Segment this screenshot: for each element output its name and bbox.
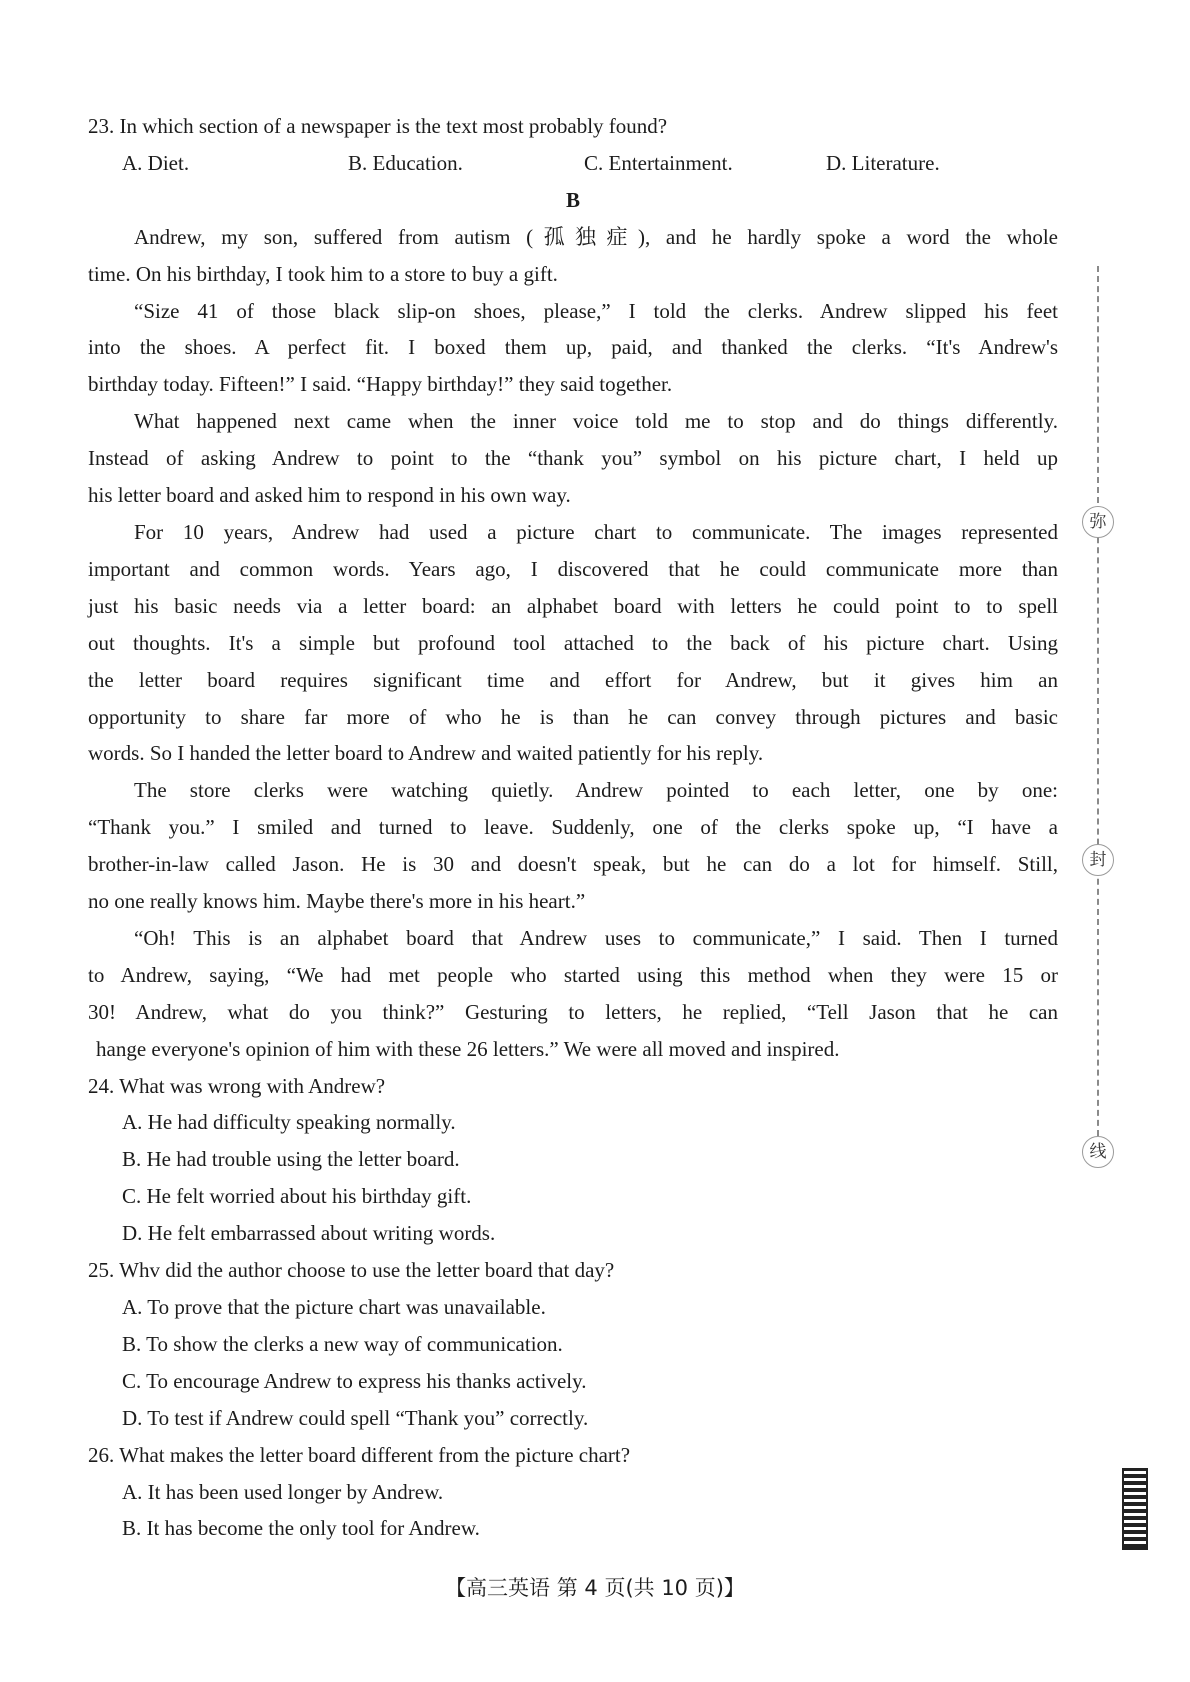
passage-line: opportunity to share far more of who he is than he can convey through pictures and basic [88, 704, 1058, 729]
passage-line: important and common words. Years ago, I discovered that he could communicate more than [88, 556, 1058, 581]
option-b: B. He had trouble using the letter board. [122, 1147, 460, 1172]
passage-line: hange everyone's opinion of him with these 26 letters.” We were all moved and inspired. [96, 1036, 840, 1061]
question-23-options [88, 145, 1058, 182]
passage-line: “Oh! This is an alphabet board that Andrew uses to communicate,” I said. Then I turned [134, 925, 1058, 950]
option-d: D. He felt embarrassed about writing words. [122, 1221, 496, 1246]
page-footer: 【高三英语 第 4 页(共 10 页)】 [445, 1576, 745, 1600]
passage-line: no one really knows him. Maybe there's more in his heart.” [88, 889, 586, 914]
passage-paragraph-3 [88, 403, 1058, 514]
passage-line: the letter board requires significant time and effort for Andrew, but it gives him an [88, 667, 1058, 692]
passage-paragraph-2 [88, 293, 1058, 404]
passage-paragraph-5 [88, 772, 1058, 920]
option-a: A. Diet. [122, 150, 190, 175]
option-a: A. It has been used longer by Andrew. [122, 1479, 444, 1504]
passage-line: into the shoes. A perfect fit. I boxed them up, paid, and thanked the clerks. “It's Andrew's [88, 335, 1058, 360]
option-d: D. Literature. [826, 150, 940, 175]
seal-mark-feng: 封 [1082, 844, 1114, 876]
passage-line: out thoughts. It's a simple but profound tool attached to the back of his picture chart. Using [88, 630, 1058, 655]
option-c: C. To encourage Andrew to express his thanks actively. [122, 1368, 587, 1393]
passage-line: his letter board and asked him to respond in his own way. [88, 483, 571, 508]
question-23-stem: 23. In which section of a newspaper is the text most probably found? [88, 114, 668, 138]
seal-mark-xian: 线 [1082, 1136, 1114, 1168]
option-b: B. It has become the only tool for Andrew. [122, 1516, 480, 1541]
binding-seal-line [1088, 266, 1108, 1162]
passage-line: For 10 years, Andrew had used a picture chart to communicate. The images represented [134, 519, 1058, 544]
option-c: C. Entertainment. [584, 150, 733, 175]
option-b: B. Education. [348, 150, 463, 175]
question-24-stem: 24. What was wrong with Andrew? [88, 1073, 386, 1098]
passage-paragraph-6 [88, 920, 1058, 1068]
passage-line: “Size 41 of those black slip-on shoes, please,” I told the clerks. Andrew slipped his feet [134, 298, 1058, 323]
passage-line: birthday today. Fifteen!” I said. “Happy birthday!” they said together. [88, 372, 673, 397]
passage-line: 30! Andrew, what do you think?” Gesturing to letters, he replied, “Tell Jason that he can [88, 999, 1058, 1024]
passage-line: Instead of asking Andrew to point to the “thank you” symbol on his picture chart, I held up [88, 446, 1058, 471]
seal-mark-mi: 弥 [1082, 506, 1114, 538]
passage-line: time. On his birthday, I took him to a store to buy a gift. [88, 261, 558, 286]
passage-line: What happened next came when the inner voice told me to stop and do things differently. [134, 409, 1058, 434]
option-c: C. He felt worried about his birthday gift. [122, 1184, 472, 1209]
passage-line: words. So I handed the letter board to Andrew and waited patiently for his reply. [88, 741, 764, 766]
section-heading: B [565, 187, 580, 212]
dashed-divider [1097, 266, 1099, 1146]
passage-paragraph-1 [88, 219, 1058, 293]
question-25-stem: 25. Whv did the author choose to use the letter board that day? [88, 1258, 615, 1283]
option-b: B. To show the clerks a new way of communication. [122, 1331, 563, 1356]
passage-line: “Thank you.” I smiled and turned to leave. Suddenly, one of the clerks spoke up, “I have a [88, 815, 1058, 840]
passage-line: to Andrew, saying, “We had met people who started using this method when they were 15 or [88, 962, 1058, 987]
option-d: D. To test if Andrew could spell “Thank you” correctly. [122, 1405, 589, 1430]
exam-page [88, 108, 1058, 1547]
passage-line: brother-in-law called Jason. He is 30 and doesn't speak, but he can do a lot for himself. Still, [88, 852, 1058, 877]
question-26-stem: 26. What makes the letter board different from the picture chart? [88, 1442, 631, 1467]
option-a: A. To prove that the picture chart was unavailable. [122, 1295, 546, 1319]
passage-paragraph-4 [88, 514, 1058, 772]
barcode-icon [1122, 1468, 1148, 1550]
passage-line: just his basic needs via a letter board: an alphabet board with letters he could point to to spell [88, 593, 1058, 618]
option-a: A. He had difficulty speaking normally. [122, 1110, 456, 1135]
passage-line: Andrew, my son, suffered from autism (孤独症), and he hardly spoke a word the whole [134, 224, 1058, 249]
passage-line: The store clerks were watching quietly. Andrew pointed to each letter, one by one: [134, 778, 1058, 803]
